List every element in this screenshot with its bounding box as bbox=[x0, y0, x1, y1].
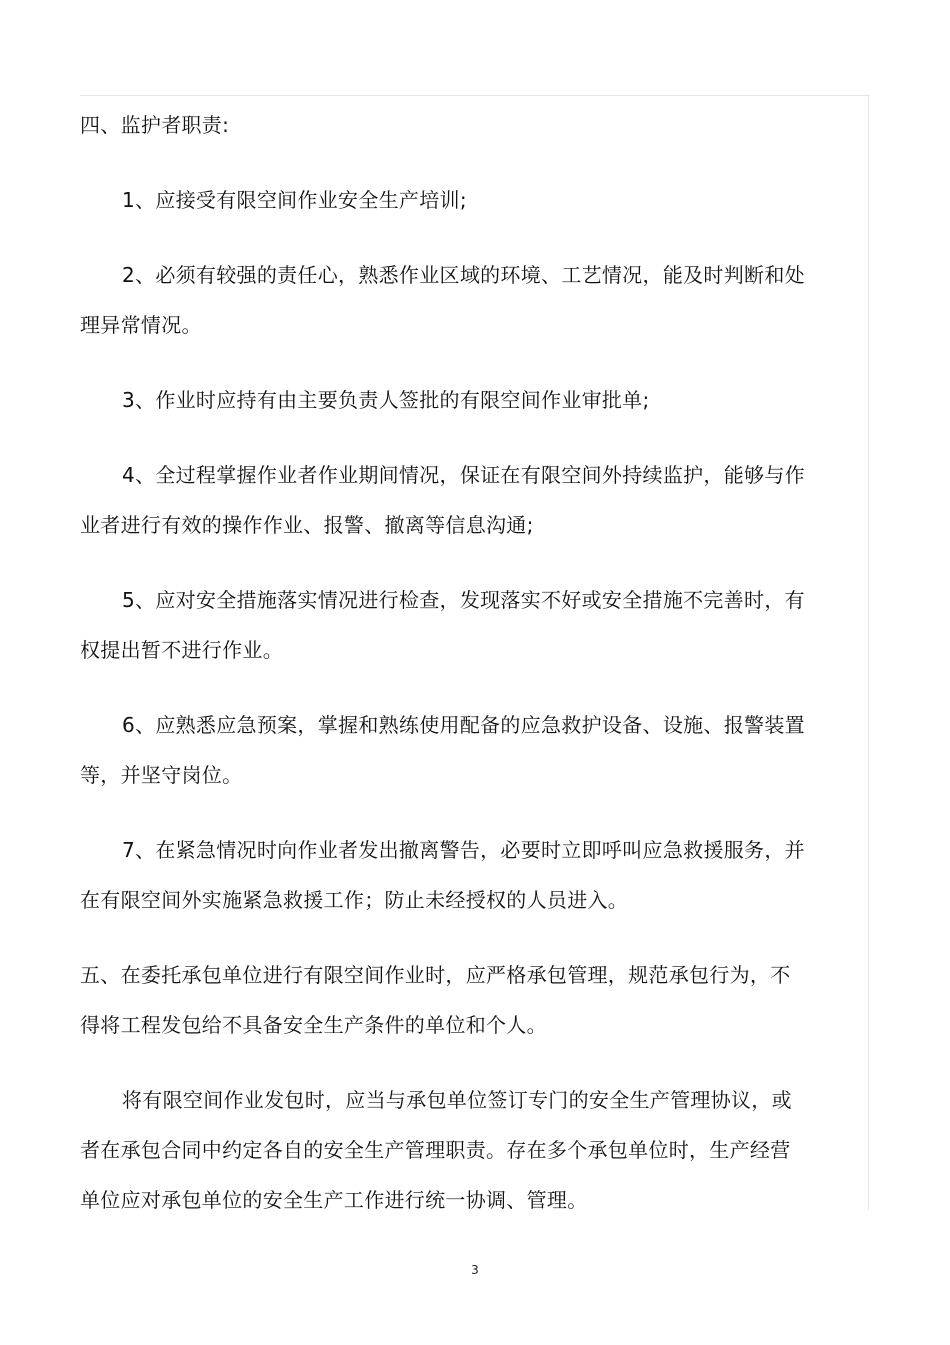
page-border-right bbox=[868, 95, 869, 1210]
duty-item-line: 6、应熟悉应急预案，掌握和熟练使用配备的应急救护设备、设施、报警装置 bbox=[122, 713, 805, 737]
duty-item-4 bbox=[80, 450, 825, 550]
duty-item-line: 1、应接受有限空间作业安全生产培训; bbox=[122, 188, 467, 212]
page-border-top bbox=[80, 95, 870, 96]
section-5-paragraph bbox=[80, 1075, 825, 1225]
section-heading-4 bbox=[80, 100, 825, 150]
section-5-line: 得将工程发包给不具备安全生产条件的单位和个人。 bbox=[80, 1013, 547, 1037]
duty-item-line: 2、必须有较强的责任心，熟悉作业区域的环境、工艺情况，能及时判断和处 bbox=[122, 263, 805, 287]
duty-item-3 bbox=[80, 375, 825, 425]
duty-item-5 bbox=[80, 575, 825, 675]
duty-item-line: 业者进行有效的操作作业、报警、撤离等信息沟通; bbox=[80, 513, 534, 537]
duty-item-line: 在有限空间外实施紧急救援工作；防止未经授权的人员进入。 bbox=[80, 888, 629, 912]
document-body bbox=[80, 100, 825, 1225]
page-number: 3 bbox=[471, 1263, 479, 1277]
section-5-line: 五、在委托承包单位进行有限空间作业时，应严格承包管理，规范承包行为，不 bbox=[80, 963, 791, 987]
duty-item-line: 3、作业时应持有由主要负责人签批的有限空间作业审批单; bbox=[122, 388, 650, 412]
section-5-paragraph-line: 者在承包合同中约定各自的安全生产管理职责。存在多个承包单位时，生产经营 bbox=[80, 1138, 791, 1162]
duty-item-line: 理异常情况。 bbox=[80, 313, 202, 337]
duty-item-line: 权提出暂不进行作业。 bbox=[80, 638, 283, 662]
duty-item-line: 4、全过程掌握作业者作业期间情况，保证在有限空间外持续监护，能够与作 bbox=[122, 463, 805, 487]
duty-item-line: 7、在紧急情况时向作业者发出撤离警告，必要时立即呼叫应急救援服务，并 bbox=[122, 838, 805, 862]
section-heading-text: 四、监护者职责: bbox=[80, 113, 230, 137]
duty-item-line: 等，并坚守岗位。 bbox=[80, 763, 243, 787]
duty-item-7 bbox=[80, 825, 825, 925]
duty-item-6 bbox=[80, 700, 825, 800]
section-5-paragraph-line: 单位应对承包单位的安全生产工作进行统一协调、管理。 bbox=[80, 1188, 588, 1212]
duty-item-line: 5、应对安全措施落实情况进行检查，发现落实不好或安全措施不完善时，有 bbox=[122, 588, 805, 612]
duty-item-2 bbox=[80, 250, 825, 350]
duty-item-1 bbox=[80, 175, 825, 225]
section-5-intro bbox=[80, 950, 825, 1050]
section-5-paragraph-line: 将有限空间作业发包时，应当与承包单位签订专门的安全生产管理协议，或 bbox=[122, 1088, 792, 1112]
